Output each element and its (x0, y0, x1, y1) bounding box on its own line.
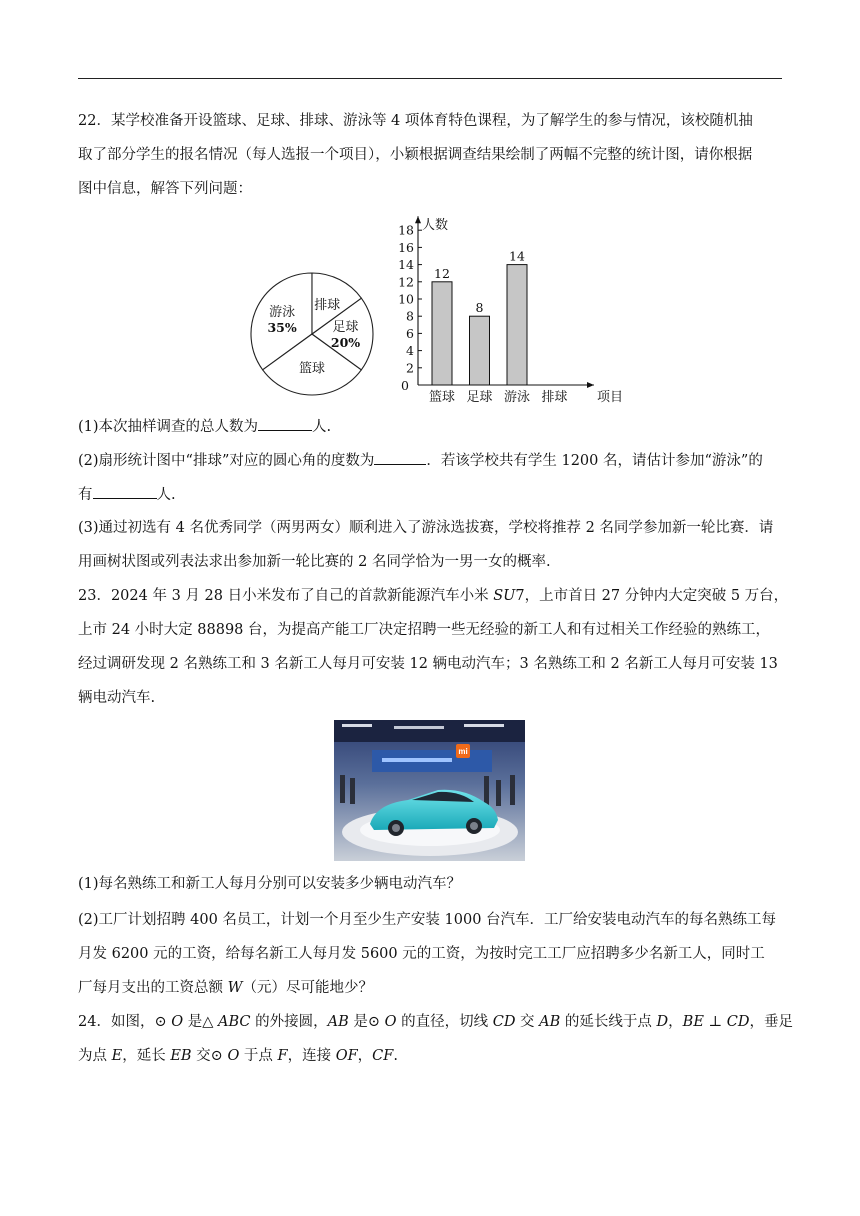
q22-part-2-cont (78, 484, 782, 505)
pie-label: 游泳 (269, 304, 296, 320)
q22-part-3-line-2: 用画树状图或列表法求出参加新一轮比赛的 2 名同学恰为一男一女的概率. (78, 554, 551, 570)
math-o: O (227, 1048, 240, 1064)
y-tick-label: 2 (406, 360, 414, 376)
t: ⊥ (703, 1014, 727, 1030)
q23-part-2-line-3 (78, 978, 782, 998)
q22-line-3: 图中信息，解答下列问题： (78, 181, 252, 197)
t: 为点 (78, 1048, 112, 1064)
t: 是⊙ (348, 1014, 385, 1030)
q22-part-2-text-b: ．若该学校共有学生 1200 名，请估计参加“游泳”的 (426, 453, 763, 469)
q23-line-1-a: 23．2024 年 3 月 28 日小米发布了自己的首款新能源汽车小米 (78, 588, 494, 604)
math-o: O (171, 1014, 184, 1030)
car-photo (334, 720, 525, 861)
y-tick-label: 12 (398, 274, 414, 290)
q23-line-1-b: 7，上市首日 27 分钟内大定突破 5 万台， (515, 588, 789, 604)
answer-blank[interactable] (93, 484, 157, 499)
math-w: W (227, 980, 243, 996)
t: 的直径，切线 (396, 1014, 493, 1030)
q23-line-4: 辆电动汽车. (78, 690, 156, 706)
math-of: OF (335, 1048, 358, 1064)
q24-line-2 (78, 1046, 782, 1066)
q23-part-2-line-2: 月发 6200 元的工资，给每名新工人每月发 5600 元的工资，为按时完工工厂应招聘多少名新工人，同时工 (78, 946, 765, 962)
q23-line-2: 上市 24 小时大定 88898 台，为提高产能工厂决定招聘一些无经验的新工人和有过相关工作经验的熟练工， (78, 622, 771, 638)
q23-part-1: (1)每名熟练工和新工人每月分别可以安装多少辆电动汽车？ (78, 876, 462, 892)
pie-label: 足球 (332, 320, 359, 335)
q22-part-3-line-1: (3)通过初选有 4 名优秀同学（两男两女）顺利进入了游泳选拔赛，学校将推荐 2 名同学参加新一轮比赛．请 (78, 520, 774, 536)
math-cd: CD (492, 1014, 516, 1030)
category-label: 篮球 (428, 390, 456, 405)
t: 24．如图，⊙ (78, 1014, 172, 1030)
bar-data-label: 8 (475, 300, 484, 316)
y-tick-label: 16 (398, 239, 414, 255)
t: 是△ (183, 1014, 218, 1030)
y-tick-label: 10 (398, 291, 414, 307)
y-tick-label: 4 (406, 343, 414, 359)
q22-part-2-text-c: 有 (78, 487, 93, 503)
q22-part-1 (78, 416, 782, 437)
t: ， (668, 1014, 683, 1030)
q24-line-1 (78, 1012, 794, 1032)
q23-part-2-line-1: (2)工厂计划招聘 400 名员工，计划一个月至少生产安装 1000 台汽车．工厂给安装电动汽车的每名熟练工每 (78, 912, 777, 928)
math-f: F (277, 1048, 288, 1064)
pie-chart (251, 273, 373, 395)
answer-blank[interactable] (374, 450, 426, 465)
q22-line-1: 22．某学校准备开设篮球、足球、排球、游泳等 4 项体育特色课程，为了解学生的参与情况，该校随机抽 (78, 113, 753, 129)
q23-line-3: 经过调研发现 2 名熟练工和 3 名新工人每月可安装 12 辆电动汽车；3 名熟练工和 2 名新工人每月可安装 13 (78, 656, 778, 672)
t: ，延长 (122, 1048, 171, 1064)
q22-part-1-unit: 人. (312, 419, 332, 435)
q23-part-2-text: 厂每月支出的工资总额 (78, 980, 228, 996)
photo-logo-text: mi (458, 747, 468, 756)
math-ab: AB (539, 1014, 561, 1030)
t: 的外接圆， (250, 1014, 328, 1030)
math-o: O (384, 1014, 397, 1030)
pie-label: 篮球 (298, 361, 326, 377)
t: ， (357, 1048, 373, 1064)
q22-part-2-text: (2)扇形统计图中“排球”对应的圆心角的度数为 (78, 453, 375, 469)
pie-percent-label: 20% (330, 335, 361, 350)
math-d: D (656, 1014, 669, 1030)
y-tick-label: 0 (401, 378, 409, 393)
t: 交⊙ (191, 1048, 228, 1064)
pie-label: 排球 (314, 298, 341, 314)
category-label: 游泳 (503, 390, 531, 405)
pie-percent-label: 35% (267, 319, 297, 335)
math-su: SU (493, 588, 516, 604)
q22-part-2 (78, 450, 782, 471)
q22-part-1-text: (1)本次抽样调查的总人数为 (78, 419, 259, 435)
math-abc: ABC (217, 1014, 251, 1030)
x-axis-arrow-icon (587, 382, 594, 388)
q22-line-2: 取了部分学生的报名情况（每人选报一个项目），小颖根据调查结果绘制了两幅不完整的统计图，请你根据 (78, 147, 753, 163)
category-label: 足球 (466, 390, 493, 405)
t: ，连接 (287, 1048, 336, 1064)
bar-data-label: 12 (434, 265, 450, 281)
q22-part-2-unit: 人. (156, 487, 176, 503)
y-tick-label: 8 (406, 308, 414, 324)
t: . (393, 1048, 398, 1064)
math-cd: CD (726, 1014, 750, 1030)
t: ，垂足 (749, 1014, 794, 1030)
bar-足球 (470, 316, 490, 385)
bar-chart (398, 216, 623, 405)
q23-part-2-text-b: （元）尽可能地少？ (242, 980, 374, 996)
bar-篮球 (432, 282, 452, 385)
y-tick-label: 6 (406, 325, 414, 341)
bar-data-label: 14 (509, 248, 525, 264)
y-tick-label: 14 (398, 257, 414, 273)
bar-游泳 (507, 265, 527, 385)
math-ab: AB (327, 1014, 349, 1030)
x-axis-label: 项目 (597, 390, 624, 405)
t: 的延长线于点 (560, 1014, 657, 1030)
t: 交 (515, 1014, 540, 1030)
q22-statistics-figure (240, 205, 624, 410)
category-label: 排球 (541, 390, 568, 405)
y-axis-label: 人数 (422, 218, 449, 234)
t: 于点 (239, 1048, 278, 1064)
answer-blank[interactable] (258, 416, 312, 431)
header-rule (78, 78, 782, 79)
y-tick-label: 18 (398, 222, 414, 238)
math-e: E (111, 1048, 123, 1064)
math-eb: EB (170, 1048, 192, 1064)
math-cf: CF (372, 1048, 394, 1064)
math-be: BE (682, 1014, 704, 1030)
y-axis-arrow-icon (415, 216, 421, 223)
q23-line-1 (78, 586, 789, 606)
